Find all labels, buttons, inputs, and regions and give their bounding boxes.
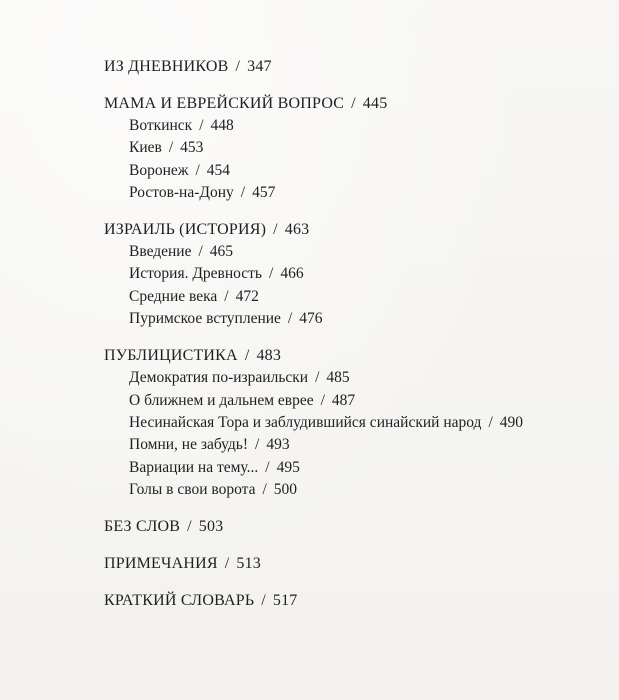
toc-separator: / [269,265,274,283]
toc-separator: / [235,58,241,75]
toc-subitems [129,367,523,501]
toc-item-page: 487 [331,391,356,409]
toc-item [129,286,523,308]
toc-item-title: Несинайская Тора и заблудившийся синайский народ [129,413,482,431]
toc-separator: / [195,161,200,179]
toc-section-title: БЕЗ СЛОВ [104,518,181,536]
toc-section-title: ПРИМЕЧАНИЯ [104,555,218,573]
toc-section-heading [104,553,523,575]
toc-item [129,160,523,182]
toc-section [104,219,523,330]
toc-section [104,345,523,501]
toc-separator: / [255,436,260,454]
toc-section [104,93,523,204]
toc-section-title: МАМА И ЕВРЕЙСКИЙ ВОПРОС [104,95,345,112]
toc-separator: / [198,243,203,261]
toc-separator: / [262,480,267,498]
toc-section-title: КРАТКИЙ СЛОВАРЬ [104,592,255,610]
toc-section-page: 483 [256,347,282,365]
toc-section-page: 513 [236,555,262,573]
toc-item [129,182,523,204]
toc-section-heading [104,345,523,367]
toc-item-page: 472 [235,287,259,305]
toc-item-page: 454 [206,161,231,179]
toc-item-title: Пуримское вступление [129,310,281,328]
toc-item-title: Ростов-на-Дону [129,183,234,201]
toc-separator: / [240,183,246,201]
toc-separator: / [320,391,325,409]
toc-section [104,590,523,612]
toc-item [129,308,523,330]
toc-item-title: Вариации на тему... [129,458,259,476]
toc-section-title: ИЗРАИЛЬ (ИСТОРИЯ) [104,221,267,239]
toc-separator: / [199,117,204,134]
toc-item-title: Средние века [129,287,218,305]
toc-section-heading [104,219,523,241]
toc-item [129,434,523,456]
toc-item-title: История. Древность [129,265,262,283]
toc-item-title: Помни, не забудь! [129,436,249,454]
toc-item-title: Воронеж [129,161,189,179]
toc-separator: / [244,347,250,365]
table-of-contents [104,56,523,627]
toc-item-title: Введение [129,243,192,261]
toc-separator: / [315,369,320,387]
toc-separator: / [224,555,230,573]
toc-item-page: 465 [209,243,234,261]
toc-item-page: 500 [273,480,298,498]
toc-section [104,56,523,78]
toc-item-page: 495 [276,458,300,476]
toc-section-heading [104,56,523,78]
toc-subitems [129,115,523,204]
toc-item [129,457,523,479]
toc-separator: / [287,310,293,328]
toc-section-page: 347 [247,58,272,75]
toc-separator: / [488,413,493,431]
toc-section-title: ИЗ ДНЕВНИКОВ [104,58,229,75]
toc-item [129,137,523,159]
toc-item-page: 490 [499,413,524,431]
toc-item-page: 466 [280,265,304,283]
toc-separator: / [351,95,356,112]
toc-item [129,263,523,285]
toc-section-title: ПУБЛИЦИСТИКА [104,347,238,365]
toc-item [129,367,523,389]
toc-item-page: 493 [266,436,290,454]
toc-section-page: 517 [272,592,298,610]
toc-separator: / [187,518,192,536]
toc-item-page: 448 [210,117,234,134]
toc-item-title: Воткинск [129,117,193,134]
toc-section-page: 503 [198,518,224,536]
toc-item-page: 476 [299,310,323,328]
toc-separator: / [261,592,266,610]
toc-item-page: 453 [180,139,204,157]
toc-item-title: Киев [129,139,162,157]
toc-section-heading [104,516,523,538]
toc-section-page: 445 [362,95,388,112]
toc-section-heading [104,590,523,612]
toc-section-page: 463 [284,221,310,239]
toc-separator: / [265,458,270,476]
toc-separator: / [273,221,278,239]
toc-section-heading [104,93,523,115]
toc-subitems [129,241,523,330]
toc-section [104,553,523,575]
toc-item [129,390,523,412]
toc-separator: / [224,287,229,305]
toc-item [129,241,523,263]
toc-item-page: 485 [326,369,350,387]
toc-item [129,115,523,137]
toc-separator: / [168,139,174,157]
toc-item [129,479,523,501]
toc-item-page: 457 [252,183,276,201]
toc-item [129,412,523,434]
toc-section [104,516,523,538]
toc-item-title: Демократия по-израильски [129,369,309,387]
toc-item-title: О ближнем и дальнем еврее [129,391,314,409]
toc-item-title: Голы в свои ворота [129,480,256,498]
